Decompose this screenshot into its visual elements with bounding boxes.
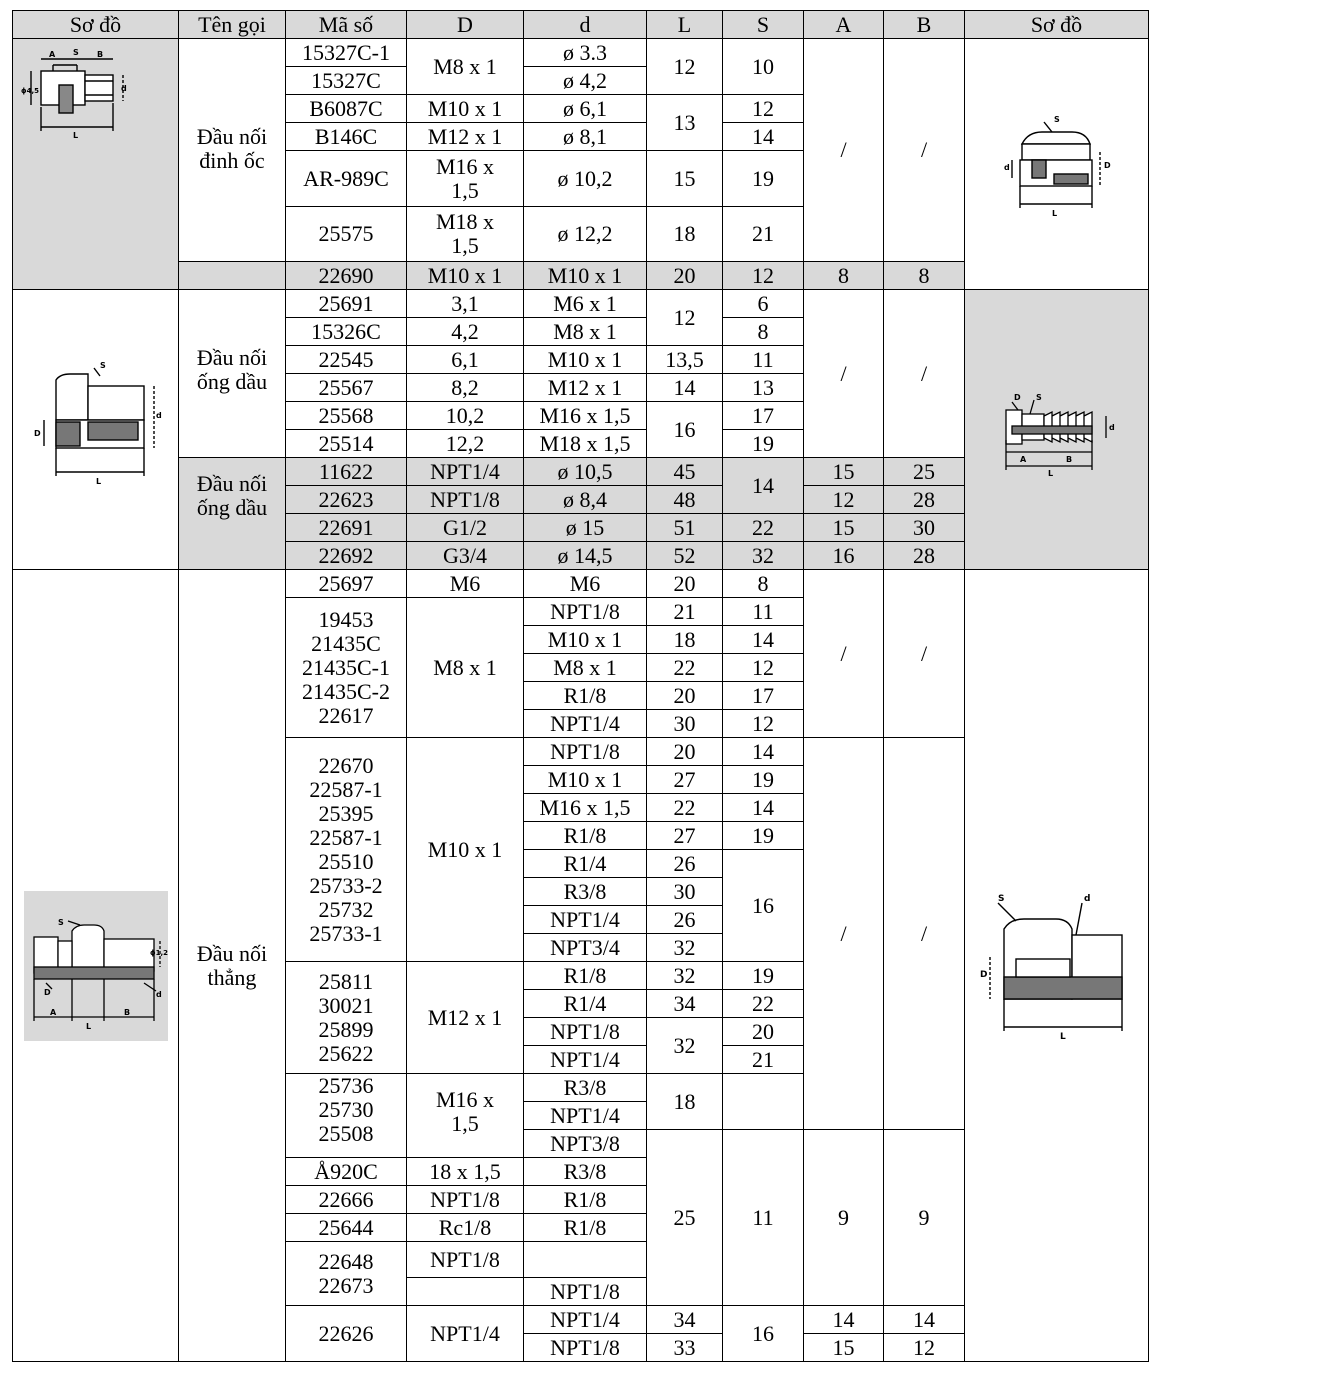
diagram-cell-2-right <box>965 290 1149 570</box>
d-cell: M10 x 1 <box>524 262 647 290</box>
S-cell: 20 <box>723 1018 804 1046</box>
S-cell: 19 <box>723 430 804 458</box>
L-cell: 20 <box>647 738 723 766</box>
d-cell: ø 6,1 <box>524 95 647 123</box>
A-cell: 15 <box>804 514 884 542</box>
S-cell: 11 <box>723 346 804 374</box>
d-cell: M10 x 1 <box>524 626 647 654</box>
svg-text:S: S <box>73 48 79 57</box>
D-cell: M12 x 1 <box>407 123 524 151</box>
B-cell: / <box>884 290 965 458</box>
code-cell: 25697 <box>286 570 407 598</box>
name-thang: Đầu nối thẳng <box>179 570 286 1362</box>
S-cell: 32 <box>723 542 804 570</box>
d-cell: ø 10,5 <box>524 458 647 486</box>
d-cell: M8 x 1 <box>524 654 647 682</box>
svg-text:D: D <box>1103 161 1111 170</box>
code-cell: 22623 <box>286 486 407 514</box>
A-cell: 14 <box>804 1306 884 1334</box>
L-cell: 20 <box>647 570 723 598</box>
D-cell: NPT1/4 <box>407 1306 524 1362</box>
code-cell: 25575 <box>286 207 407 262</box>
B-cell: 12 <box>884 1334 965 1362</box>
svg-text:S: S <box>1053 115 1060 124</box>
S-cell: 8 <box>723 318 804 346</box>
code-cell: 25691 <box>286 290 407 318</box>
D-cell: G1/2 <box>407 514 524 542</box>
d-cell: R3/8 <box>524 878 647 906</box>
L-cell: 13 <box>647 95 723 151</box>
S-cell: 17 <box>723 682 804 710</box>
d-cell: M6 <box>524 570 647 598</box>
code-cell: 22626 <box>286 1306 407 1362</box>
svg-text:D: D <box>979 969 987 980</box>
svg-text:A: A <box>49 50 56 59</box>
d-cell: ø 15 <box>524 514 647 542</box>
d-cell: ø 8,4 <box>524 486 647 514</box>
code-group-m12: 25811 30021 25899 25622 <box>286 962 407 1074</box>
d-cell: R1/8 <box>524 822 647 850</box>
code-cell: 22666 <box>286 1186 407 1214</box>
code-cell: 22690 <box>286 262 407 290</box>
B-cell: 14 <box>884 1306 965 1334</box>
L-cell: 18 <box>647 626 723 654</box>
L-cell: 21 <box>647 598 723 626</box>
header-A: A <box>804 11 884 39</box>
female-union-diagram <box>972 881 1142 1051</box>
S-cell: 19 <box>723 151 804 207</box>
svg-text:A: A <box>1019 454 1026 464</box>
code-cell: AR-989C <box>286 151 407 207</box>
d-cell: R1/4 <box>524 990 647 1018</box>
S-cell: 8 <box>723 570 804 598</box>
d-cell: M10 x 1 <box>524 766 647 794</box>
d-cell: NPT1/8 <box>524 1278 647 1306</box>
code-group-22648: 22648 22673 <box>286 1242 407 1306</box>
D-empty <box>407 1278 524 1306</box>
d-cell: ø 14,5 <box>524 542 647 570</box>
d-empty <box>524 1242 647 1278</box>
S-cell: 12 <box>723 95 804 123</box>
d-cell: R1/8 <box>524 1186 647 1214</box>
svg-text:D: D <box>33 428 41 438</box>
diagram-cell-1-left <box>13 39 179 290</box>
D-cell: M16 x 1,5 <box>407 151 524 207</box>
D-cell: NPT1/8 <box>407 1242 524 1278</box>
B-cell: 8 <box>884 262 965 290</box>
L-cell: 32 <box>647 962 723 990</box>
header-d: d <box>524 11 647 39</box>
D-cell: 3,1 <box>407 290 524 318</box>
svg-text:L: L <box>1059 1031 1066 1042</box>
d-cell: R3/8 <box>524 1074 647 1102</box>
d-cell: ø 8,1 <box>524 123 647 151</box>
S-cell: 21 <box>723 1046 804 1074</box>
svg-text:d: d <box>1108 422 1115 432</box>
code-cell: Å920C <box>286 1158 407 1186</box>
S-cell: 12 <box>723 262 804 290</box>
D-cell: NPT1/8 <box>407 1186 524 1214</box>
D-cell: M10 x 1 <box>407 262 524 290</box>
d-cell: NPT1/8 <box>524 598 647 626</box>
d-cell: M18 x 1,5 <box>524 430 647 458</box>
svg-text:ϕ4,5: ϕ4,5 <box>21 87 39 95</box>
L-cell: 22 <box>647 794 723 822</box>
diagram-cell-1-right <box>965 39 1149 290</box>
D-cell: NPT1/8 <box>407 486 524 514</box>
svg-text:d: d <box>155 410 162 420</box>
d-cell: ø 10,2 <box>524 151 647 207</box>
D-cell: M10 x 1 <box>407 95 524 123</box>
S-cell: 22 <box>723 514 804 542</box>
S-cell: 22 <box>723 990 804 1018</box>
D-cell: 8,2 <box>407 374 524 402</box>
d-cell: M6 x 1 <box>524 290 647 318</box>
svg-text:D: D <box>43 987 51 997</box>
D-cell: M16 x 1,5 <box>407 1074 524 1158</box>
union-diagram-1 <box>19 41 129 151</box>
S-cell: 14 <box>723 794 804 822</box>
L-cell: 20 <box>647 682 723 710</box>
code-cell: 25514 <box>286 430 407 458</box>
fittings-table <box>12 10 1149 1362</box>
A-cell: 16 <box>804 542 884 570</box>
svg-text:A: A <box>49 1007 56 1017</box>
S-cell: 11 <box>723 598 804 626</box>
name-dinh-oc: Đầu nối đinh ốc <box>179 39 286 262</box>
code-cell: B6087C <box>286 95 407 123</box>
header-so-do-left: Sơ đồ <box>13 11 179 39</box>
A-cell: 15 <box>804 1334 884 1362</box>
S-cell: 13 <box>723 374 804 402</box>
svg-text:d: d <box>1003 163 1010 172</box>
D-cell: 10,2 <box>407 402 524 430</box>
L-cell: 27 <box>647 822 723 850</box>
d-cell: NPT1/8 <box>524 1018 647 1046</box>
name-empty <box>179 262 286 290</box>
S-cell: 19 <box>723 822 804 850</box>
L-cell: 48 <box>647 486 723 514</box>
S-cell: 21 <box>723 207 804 262</box>
B-cell: 28 <box>884 542 965 570</box>
L-cell: 33 <box>647 1334 723 1362</box>
code-cell: 25567 <box>286 374 407 402</box>
svg-text:d: d <box>155 989 162 999</box>
d-cell: ø 12,2 <box>524 207 647 262</box>
d-cell: M16 x 1,5 <box>524 402 647 430</box>
S-empty <box>723 1074 804 1130</box>
L-cell: 45 <box>647 458 723 486</box>
d-cell: NPT1/8 <box>524 1334 647 1362</box>
A-cell: 15 <box>804 458 884 486</box>
S-cell: 10 <box>723 39 804 95</box>
D-cell: 6,1 <box>407 346 524 374</box>
D-cell: M6 <box>407 570 524 598</box>
B-cell: / <box>884 39 965 262</box>
code-cell: 22545 <box>286 346 407 374</box>
L-cell: 12 <box>647 290 723 346</box>
L-cell: 34 <box>647 990 723 1018</box>
d-cell: R1/8 <box>524 682 647 710</box>
svg-text:S: S <box>99 360 106 370</box>
d-cell: NPT1/4 <box>524 1306 647 1334</box>
diagram-cell-3-left <box>13 570 179 1362</box>
header-ma-so: Mã số <box>286 11 407 39</box>
L-cell: 32 <box>647 1018 723 1074</box>
d-cell: NPT3/8 <box>524 1130 647 1158</box>
B-cell: 9 <box>884 1130 965 1306</box>
S-cell: 14 <box>723 123 804 151</box>
d-cell: NPT1/4 <box>524 1102 647 1130</box>
d-cell: R1/4 <box>524 850 647 878</box>
header-B: B <box>884 11 965 39</box>
S-cell: 14 <box>723 458 804 514</box>
D-cell: M8 x 1 <box>407 39 524 95</box>
L-cell: 13,5 <box>647 346 723 374</box>
d-cell: NPT1/4 <box>524 906 647 934</box>
header-S: S <box>723 11 804 39</box>
D-cell: NPT1/4 <box>407 458 524 486</box>
svg-text:D: D <box>1013 392 1021 402</box>
svg-text:L: L <box>95 476 101 486</box>
d-cell: NPT1/4 <box>524 710 647 738</box>
L-cell: 26 <box>647 906 723 934</box>
A-cell: / <box>804 290 884 458</box>
L-cell: 18 <box>647 207 723 262</box>
svg-text:B: B <box>123 1007 130 1017</box>
svg-text:S: S <box>1035 392 1042 402</box>
name-ong-dau-1: Đầu nối ống dầu <box>179 290 286 458</box>
svg-text:ϕ1,2: ϕ1,2 <box>149 948 168 957</box>
header-L: L <box>647 11 723 39</box>
B-cell: 25 <box>884 458 965 486</box>
d-cell: ø 4,2 <box>524 67 647 95</box>
code-cell: 15326C <box>286 318 407 346</box>
d-cell: M12 x 1 <box>524 374 647 402</box>
L-cell: 25 <box>647 1130 723 1306</box>
D-cell: M8 x 1 <box>407 598 524 738</box>
d-cell: NPT1/4 <box>524 1046 647 1074</box>
svg-text:L: L <box>1047 468 1053 478</box>
L-cell: 26 <box>647 850 723 878</box>
D-cell: M12 x 1 <box>407 962 524 1074</box>
svg-text:L: L <box>1051 209 1057 218</box>
d-cell: M10 x 1 <box>524 346 647 374</box>
L-cell: 51 <box>647 514 723 542</box>
S-cell: 11 <box>723 1130 804 1306</box>
S-cell: 19 <box>723 962 804 990</box>
svg-text:d: d <box>121 84 127 93</box>
d-cell: NPT1/8 <box>524 738 647 766</box>
straight-union-diagram <box>24 891 168 1041</box>
S-cell: 6 <box>723 290 804 318</box>
svg-text:d: d <box>1083 893 1090 904</box>
S-cell: 14 <box>723 626 804 654</box>
L-cell: 52 <box>647 542 723 570</box>
L-cell: 14 <box>647 374 723 402</box>
code-cell: 25568 <box>286 402 407 430</box>
svg-text:L: L <box>85 1021 91 1031</box>
diagram-cell-3-right <box>965 570 1149 1362</box>
A-cell: / <box>804 39 884 262</box>
svg-text:B: B <box>97 50 104 59</box>
code-group-m10: 22670 22587-1 25395 22587-1 25510 25733-2 25732 25733-1 <box>286 738 407 962</box>
D-cell: M18 x 1,5 <box>407 207 524 262</box>
header-D: D <box>407 11 524 39</box>
S-cell: 19 <box>723 766 804 794</box>
D-cell: G3/4 <box>407 542 524 570</box>
S-cell: 16 <box>723 850 804 962</box>
code-cell: 11622 <box>286 458 407 486</box>
hose-barb-diagram <box>982 380 1132 480</box>
code-cell: 22692 <box>286 542 407 570</box>
B-cell: 28 <box>884 486 965 514</box>
L-cell: 12 <box>647 39 723 95</box>
L-cell: 34 <box>647 1306 723 1334</box>
code-cell: B146C <box>286 123 407 151</box>
d-cell: ø 3.3 <box>524 39 647 67</box>
A-cell: / <box>804 570 884 738</box>
L-cell: 27 <box>647 766 723 794</box>
A-cell: 8 <box>804 262 884 290</box>
A-cell: 12 <box>804 486 884 514</box>
D-cell: 18 x 1,5 <box>407 1158 524 1186</box>
code-cell: 15327C <box>286 67 407 95</box>
diagram-cell-2-left <box>13 290 179 570</box>
svg-text:L: L <box>73 131 79 140</box>
L-cell: 30 <box>647 710 723 738</box>
code-cell: 22691 <box>286 514 407 542</box>
D-cell: 12,2 <box>407 430 524 458</box>
svg-text:S: S <box>57 917 64 927</box>
svg-text:B: B <box>1065 454 1072 464</box>
name-ong-dau-2: Đầu nối ống dầu <box>179 458 286 570</box>
S-cell: 12 <box>723 710 804 738</box>
d-cell: R1/8 <box>524 962 647 990</box>
D-cell: M10 x 1 <box>407 738 524 962</box>
L-cell: 22 <box>647 654 723 682</box>
L-cell: 20 <box>647 262 723 290</box>
L-cell: 15 <box>647 151 723 207</box>
L-cell: 16 <box>647 402 723 458</box>
A-cell: 9 <box>804 1130 884 1306</box>
L-cell: 32 <box>647 934 723 962</box>
d-cell: M8 x 1 <box>524 318 647 346</box>
d-cell: M16 x 1,5 <box>524 794 647 822</box>
svg-text:S: S <box>997 893 1004 904</box>
nut-diagram-1 <box>992 104 1122 224</box>
S-cell: 14 <box>723 738 804 766</box>
S-cell: 12 <box>723 654 804 682</box>
L-cell: 18 <box>647 1074 723 1130</box>
A-cell: / <box>804 738 884 1130</box>
S-cell: 17 <box>723 402 804 430</box>
code-cell: 25644 <box>286 1214 407 1242</box>
D-cell: 4,2 <box>407 318 524 346</box>
d-cell: R3/8 <box>524 1158 647 1186</box>
code-group-m8: 19453 21435C 21435C-1 21435C-2 22617 <box>286 598 407 738</box>
L-cell: 30 <box>647 878 723 906</box>
B-cell: 30 <box>884 514 965 542</box>
B-cell: / <box>884 738 965 1130</box>
D-cell: Rc1/8 <box>407 1214 524 1242</box>
S-cell: 16 <box>723 1306 804 1362</box>
d-cell: NPT3/4 <box>524 934 647 962</box>
header-ten-goi: Tên gọi <box>179 11 286 39</box>
d-cell: R1/8 <box>524 1214 647 1242</box>
hex-fitting-diagram <box>26 360 166 500</box>
code-cell: 15327C-1 <box>286 39 407 67</box>
header-so-do-right: Sơ đồ <box>965 11 1149 39</box>
code-group-m16: 25736 25730 25508 <box>286 1074 407 1158</box>
B-cell: / <box>884 570 965 738</box>
